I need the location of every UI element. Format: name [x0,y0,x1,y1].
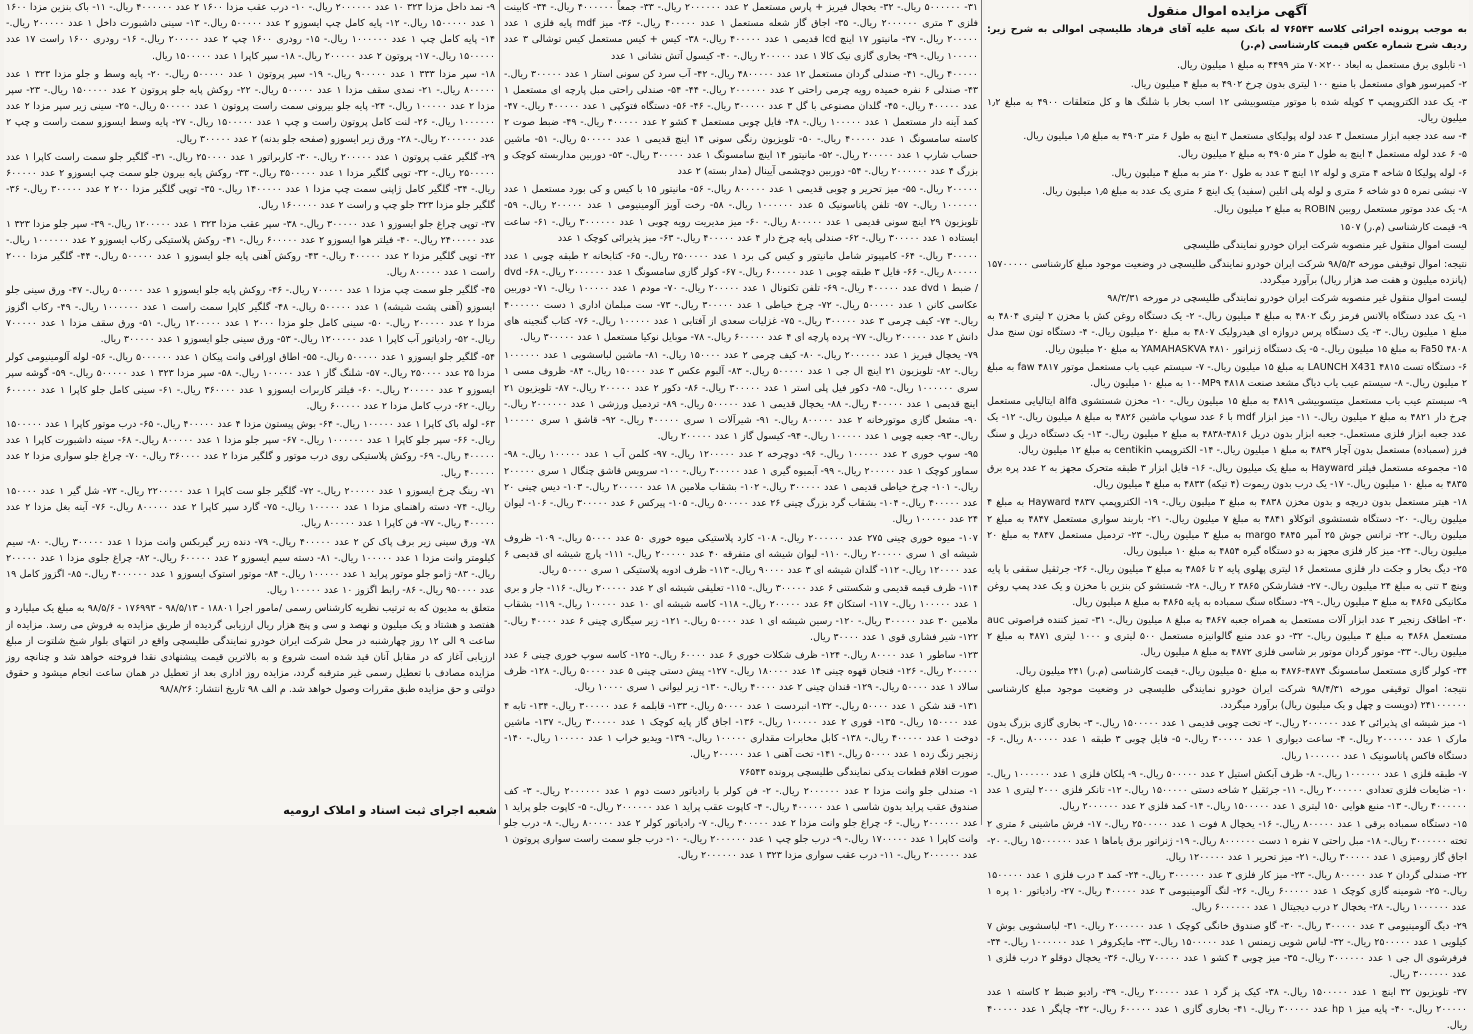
notice-paragraph: ۲۰۰۰۰۰ ریال.- ۵۵- میز تحریر و چوبی قدیمی ۱ عدد ۸۰۰۰۰۰ ریال.- ۵۶- مانیتور ۱۵ با کیس و کی بورد مستعمل ۱ عدد ۱۰۰۰۰۰۰ ریال.- ۵۷- تلفن پاناسونیک ۵ عدد ۱۰۰۰۰۰۰ ریال.- ۵۸- رخت آویز آلومینیومی ۱ عدد ۲۰۰۰۰۰ ریال.- ۵۹- تلویزیون ۲۹ اینچ سونی قدیمی ۱ عدد ۸۰۰۰۰۰ ریال.- ۶۰- میز مدیریت رویه چوبی ۱ عدد ۳۰۰۰۰۰۰ ریال.- ۶۱- ساعت ایستاده ۱ عدد ۳۰۰۰۰۰ ریال.- ۶۲- صندلی پایه چرخ دار ۴ عدد ۴۰۰۰۰۰ ریال.- ۶۳- میز پذیرائی کوچک ۱ عدد [504,184,978,244]
notice-paragraph: ۱۱۴- ظرف قیمه قدیمی و شکستنی ۶ عدد ۳۰۰۰۰۰ ریال.- ۱۱۵- تعلیقی شیشه ای ۲ عدد ۲۰۰۰۰۰ ریال.- ۱۱۶- جار و بری ۱ عدد ۱۰۰۰۰۰ ریال.- ۱۱۷- استکان ۶۴ عدد ۲۰۰۰۰۰ ریال.- ۱۱۸- کاسه شیشه ای ۱۰ عدد ۱۰۰۰۰۰ ریال.- ۱۱۹- بشقاب ملامین ۳۰ عدد ۳۰۰۰۰۰ ریال.- ۱۲۰- رسین شیشه ای ۱ عدد ۵۰۰۰۰ ریال.- ۱۲۱- زیر سیگاری چینی ۶ عدد ۴۰۰۰۰ ریال.- ۱۲۲- شیر فشاری قوی ۱ عدد ۳۰۰۰۰ ریال. [504,583,978,643]
notice-paragraph: ۸- یک عدد موتور مستعمل روبین ROBIN به مبلغ ۲ میلیون ریال. [1213,204,1467,216]
notice-paragraph: ۳۰۰۰۰۰ ریال.- ۶۴- کامپیوتر شامل مانیتور و کیس کی برد ۱ عدد ۲۵۰۰۰۰۰ ریال.- ۶۵- کتابخانه ۲ طبقه چوبی ۱ عدد ۸۰۰۰۰۰ ریال.- ۶۶- فایل ۳ طبقه چوبی ۱ عدد ۶۰۰۰۰۰ ریال.- ۶۷- کولر گازی سامسونگ ۱ عدد ۲۰۰۰۰۰۰ ریال.- ۶۸- dvd / ضبط dvd ۱ عدد ۴۰۰۰۰۰ ریال.- ۶۹- تلفن تکتونال ۱ عدد ۲۰۰۰۰۰ ریال.- ۷۰- مودم ۱ عدد ۱۰۰۰۰۰ ریال.- ۷۱- دوربین عکاسی کانن ۱ عدد ۵۰۰۰۰۰ ریال.- ۷۲- چرخ خیاطی ۱ عدد ۳۰۰۰۰۰ ریال.- ۷۳- ست مبلمان اداری ۱ دست ۴۰۰۰۰۰۰ ریال.- ۷۴- کیف چرمی ۳ عدد ۳۰۰۰۰۰ ریال.- ۷۵- غزلیات سعدی از آفتابی ۱ عدد ۱۰۰۰۰۰ ریال.- ۷۶- کتاب گنجینه های دانش ۲ عدد ۲۰۰۰۰۰ ریال.- ۷۷- پرده پارچه ای ۴ عدد ۶۰۰۰۰۰ ریال.- ۷۸- موبایل نوکیا مستعمل ۱ عدد ۳۰۰۰۰۰ ریال. [504,251,979,344]
items-middle [502,0,980,865]
notice-paragraph: ۱۲۳- ساطور ۱ عدد ۸۰۰۰۰ ریال.- ۱۲۴- ظرف شکلات خوری ۶ عدد ۶۰۰۰۰ ریال.- ۱۲۵- کاسه سوپ خوری چینی ۶ عدد ۲۰۰۰۰۰ ریال.- ۱۲۶- فنجان قهوه چینی ۱۴ عدد ۱۸۰۰۰۰ ریال.- ۱۲۷- پیش دستی چینی ۵ عدد ۵۰۰۰۰ ریال.- ۱۲۸- ظرف سالاد ۱ عدد ۵۰۰۰۰ ریال.- ۱۲۹- قندان چینی ۲ عدد ۴۰۰۰۰ ریال.- ۱۳۰- زیر لیوانی ۱ سری ۱۰۰۰۰ ریال. [504,649,979,694]
notice-paragraph: ۳- یک عدد الکتروپمپ ۳ کوپله شده با موتور میتسوبیشی ۱۲ اسب بخار با شلنگ ها و کل متعلقات ۴۹۰۰ به مبلغ ۱٫۲ میلیون ریال. [987,96,1467,125]
notice-paragraph: ۴۵- گلگیر جلو سمت چپ مزدا ۱ عدد ۷۰۰۰۰۰ ریال.- ۴۶- روکش پایه جلو ایسوزو ۱ عدد ۵۰۰۰۰۰ ریال.- ۴۷- ورق سینی جلو ایسوزو (آهنی پشت شیشه) ۱ عدد ۵۰۰۰۰۰ ریال.- ۴۸- گلگیر کاپرا سمت راست ۱ عدد ۱۰۰۰۰۰۰ ریال.- ۴۹- رکاب اگزوز مزدا ۲ عدد ۲۰۰۰۰۰ ریال.- ۵۰- سینی کامل جلو مزدا ۲۰۰۰ ۱ عدد ۱۲۰۰۰۰۰ ریال.- ۵۱- ورق سقف مزدا ۱ عدد ۷۰۰۰۰۰ ریال.- ۵۲- رادیاتور آب کاپرا ۱ عدد ۱۲۰۰۰۰۰ ریال.- ۵۳- ورق سینی جلو ایسوزو ۱ عدد ۳۰۰۰۰۰ ریال. [6,285,496,346]
notice-paragraph: ۱- صندلی جلو وانت مزدا ۲ عدد ۲۰۰۰۰۰۰ ریال.- ۲- فن کولر با رادیاتور دست دوم ۱ عدد ۲۰۰۰۰۰۰ ریال.- ۳- کف صندوق عقب پراید بدون شاسی ۱ عدد ۴۰۰۰۰۰ ریال.- ۴- کاپوت عقب پراید ۱ عدد ۲۰۰۰۰۰۰ ریال.- ۵- کاپوت جلو پراید ۱ عدد ۲۰۰۰۰۰۰ ریال.- ۶- چراغ جلو وانت مزدا ۲ عدد ۴۰۰۰۰۰ ریال.- ۷- رادیاتور کولر ۲ عدد ۸۰۰۰۰۰ ریال.- ۸- درب جلو وانت کاپرا ۱ عدد ۱۷۰۰۰۰۰ ریال.- ۹- درب جلو چپ ۱ عدد ۲۰۰۰۰۰۰ ریال.- ۱۰- درب جلو سمت راست سواری پروتون ۱ عدد ۲۰۰۰۰۰۰ ریال.- ۱۱- درب عقب سواری مزدا ۳۲۳ ۱ عدد ۲۰۰۰۰۰۰ ریال. [504,785,979,862]
notice-paragraph: ۱۵- دستگاه سمباده برقی ۱ عدد ۸۰۰۰۰۰ ریال.- ۱۶- یخچال ۸ فوت ۱ عدد ۲۵۰۰۰۰۰ ریال.- ۱۷- فرش ماشینی ۶ متری ۲ تخته ۳۰۰۰۰۰۰ ریال.- ۱۸- مبل راحتی ۷ نفره ۱ دست ۸۰۰۰۰۰۰ ریال.- ۱۹- ژنراتور برق یاماها ۱ عدد ۱۵۰۰۰۰۰۰ ریال.- ۲۰- اجاق گاز رومیزی ۱ عدد ۳۰۰۰۰۰ ریال.- ۲۱- میز تحریر ۱ عدد ۱۲۰۰۰۰۰ ریال. [987,819,1468,863]
column-divider [499,0,500,825]
notice-paragraph: ۵۴- گلگیر جلو ایسوزو ۱ عدد ۵۰۰۰۰۰ ریال.- ۵۵- اطاق اورافی وانت پیکان ۱ عدد ۵۰۰۰۰۰۰ ریال.- ۵۶- لوله آلومینیومی کولر مزدا ۲۵ عدد ۲۵۰۰۰۰ ریال.- ۵۷- شلنگ گاز ۱ عدد ۱۰۰۰۰۰ ریال.- ۵۸- سپر مزدا ۳۲۳ ۱ عدد ۵۰۰۰۰۰ ریال.- ۵۹- گوشه سپر ایسوزو ۲ عدد ۲۰۰۰۰۰ ریال.- ۶۰- فیلتر کاربرات ایسوزو ۱ عدد ۳۶۰۰۰۰ ریال.- ۶۱- سینی کامل جلو کاپرا ۱ عدد ۶۰۰۰۰۰ ریال.- ۶۲- درب کامل مزدا ۲ عدد ۶۰۰۰۰۰ ریال. [6,352,496,412]
notice-paragraph: ۷- نبشی نمره ۵ دو شاخه ۶ متری و لوله پلی اتلین (سفید) یک اینچ ۶ متری یک عدد به مبلغ ۱٫۵ میلیون ریال. [1042,185,1467,197]
notice-paragraph: ۱۳۱- قند شکن ۱ عدد ۵۰۰۰۰ ریال.- ۱۳۲- انبردست ۱ عدد ۵۰۰۰۰ ریال.- ۱۳۳- قابلمه ۶ عدد ۳۰۰۰۰۰ ریال.- ۱۳۴- تابه ۴ عدد ۱۵۰۰۰۰ ریال.- ۱۳۵- قوری ۲ عدد ۱۰۰۰۰۰ ریال.- ۱۳۶- اجاق گاز پایه کوچک ۱ عدد ۳۰۰۰۰۰ ریال.- ۱۳۷- ماشین دوخت ۱ عدد ۴۰۰۰۰۰ ریال.- ۱۳۸- کابل مخابرات مقداری ۱۰۰۰۰۰ ریال.- ۱۳۹- ویدیو خراب ۱ عدد ۱۰۰۰۰۰ ریال.- ۱۴۰- زنجیر زنگ زده ۱ عدد ۵۰۰۰۰ ریال.- ۱۴۱- تخت آهنی ۱ عدد ۲۰۰۰۰۰ ریال. [504,700,979,761]
notice-paragraph: لیست اموال منقول غیر منصوبه شرکت ایران خودرو نمایندگی طلیسچی در مورخه ۹۸/۳/۳۱ [1107,293,1467,305]
notice-paragraph: ۲- کمپرسور هوای مستعمل با منبع ۱۰۰ لیتری بدون چرخ ۴۹۰۲ به مبلغ ۴ میلیون ریال. [1130,78,1467,90]
notice-paragraph: ۴۰۰۰۰۰ ریال.- ۴۱- صندلی گردان مستعمل ۱۲ عدد ۴۸۰۰۰۰۰ ریال.- ۴۲- آب سرد کن سونی استار ۱ عدد ۳۰۰۰۰۰ ریال.- ۴۳- صندلی ۶ نفره خمیده رویه چرمی راحتی ۲ عدد ۲۰۰۰۰۰۰ ریال.- ۴۴- ۵۴- صندلی راحتی مبل پارچه ای مستعمل ۱ عدد ۴۰۰۰۰۰ ریال.- ۴۵- گلدان مصنوعی با گل ۳ عدد ۳۰۰۰۰۰ ریال.- ۴۶- ۵۶- دستگاه فتوکپی ۱ عدد ۴۰۰۰۰۰ ریال.- ۴۷- کمد آینه دار مستعمل ۱ عدد ۱۰۰۰۰۰ ریال.- ۴۸- فایل چوبی مستعمل ۴ کشو ۲ عدد ۴۰۰۰۰۰ ریال.- ۴۹- ضبط صوت ۲ کاسته سامسونگ ۱ عدد ۴۰۰۰۰۰ ریال.- ۵۰- تلویزیون رنگی سونی ۱۴ اینچ قدیمی ۱ عدد ۵۰۰۰۰۰ ریال.- ۵۱- ماشین حساب شارپ ۱ عدد ۲۰۰۰۰۰ ریال.- ۵۲- مانیتور ۱۴ اینچ سامسونگ ۱ عدد ۳۰۰۰۰۰ ریال.- ۵۳- دوربین مداربسته کوچک و بزرگ ۴ عدد ۲۰۰۰۰۰۰ ریال.- ۵۴- دوربین دوچشمی آیینال (مدار بسته) ۲ عدد [504,68,979,178]
notice-paragraph: ۳۷- توپی چراغ جلو ایسوزو ۱ عدد ۳۰۰۰۰۰ ریال.- ۳۸- سپر عقب مزدا ۳۲۳ ۱ عدد ۱۲۰۰۰۰۰ ریال.- ۳۹- سپر جلو مزدا ۳۲۳ ۱ عدد ۲۴۰۰۰۰۰ ریال.- ۴۰- فیلتر هوا ایسوزو ۲ عدد ۶۰۰۰۰۰ ریال.- ۴۱- روکش پلاستیکی رکاب ایسوزو ۲ عدد ۱۰۰۰۰۰۰ ریال.- ۴۲- توپی گلگیر مزدا ۲ عدد ۴۰۰۰۰۰ ریال.- ۴۳- روکش آهنی پایه جلو ایسوزو ۱ عدد ۵۰۰۰۰۰ ریال.- ۴۴- گلگیر مزدا ۲۰۰۰ راست ۱ عدد ۸۰۰۰۰۰ ریال. [6,218,495,279]
notice-paragraph: ۱- تابلوی برق مستعمل به ابعاد ۲۰۰×۷۰ متر ۴۴۹۹ به مبلغ ۱ میلیون ریال. [1176,60,1467,72]
column-middle [502,0,980,862]
notice-paragraph: لیست اموال منقول غیر منصوبه شرکت ایران خودرو نمایندگی طلیسچی [1183,240,1467,252]
notice-paragraph: نتیجه: اموال توقیفی مورخه ۹۸/۵/۳ شرکت ایران خودرو نمایندگی طلیسچی در وضعیت موجود مبلغ کارشناسی ۱۵۷۰۰۰۰۰ (پانزده میلیون و هفت صد هزار ریال) برآورد میگردد. [987,258,1467,286]
notice-paragraph: ۱۰۷- میوه خوری چینی ۲۷۵ عدد ۲۰۰۰۰۰۰ ریال.- ۱۰۸- کارد پلاستیکی میوه خوری ۵۰ عدد ۵۰۰۰۰ ریال.- ۱۰۹- ظروف شیشه ای ۱ سری ۲۰۰۰۰۰ ریال.- ۱۱۰- لیوان شیشه ای متفرقه ۴۰ عدد ۲۰۰۰۰۰ ریال.- ۱۱۱- پارچ شیشه ای قدیمی ۶ عدد ۱۲۰۰۰۰ ریال.- ۱۱۲- گلدان شیشه ای ۳ عدد ۹۰۰۰۰ ریال.- ۱۱۳- ظرف ادویه پلاستیکی ۱ سری ۵۰۰۰۰ ریال. [504,532,978,576]
notice-paragraph: ۷۹- یخچال فیریز ۱ عدد ۲۰۰۰۰۰۰ ریال.- ۸۰- کیف چرمی ۲ عدد ۱۵۰۰۰۰ ریال.- ۸۱- ماشین لباسشویی ۱ عدد ۱۰۰۰۰۰۰ ریال.- ۸۲- تلویزیون ۲۱ اینچ ال جی ۱ عدد ۵۰۰۰۰۰ ریال.- ۸۳- آلبوم عکس ۳ عدد ۱۵۰۰۰۰ ریال.- ۸۴- ظروف مسی ۱ سری ۱۰۰۰۰۰۰ ریال.- ۸۵- دکور فیل پلی استر ۱ عدد ۳۰۰۰۰۰ ریال.- ۸۶- دکور ۲ عدد ۲۰۰۰۰۰ ریال.- ۸۷- تلویزیون ۲۱ اینچ قدیمی ۱ عدد ۴۰۰۰۰۰ ریال.- ۸۸- یخچال قدیمی ۱ عدد ۵۰۰۰۰۰ ریال.- ۸۹- تردمیل ورزشی ۱ عدد ۲۰۰۰۰۰۰ ریال.- ۹۰- مشعل گازی موتورخانه ۲ عدد ۸۰۰۰۰۰ ریال.- ۹۱- شیرآلات ۱ سری ۴۰۰۰۰۰ ریال.- ۹۲- قاشق ۱ سری ۱۰۰۰۰۰ ریال.- ۹۳- جعبه چوبی ۱ عدد ۱۰۰۰۰۰ ریال.- ۹۴- کیسول گاز ۱ عدد ۲۰۰۰۰۰ ریال. [504,350,979,443]
notice-paragraph: ۲۵- دیگ بخار و جکت دار فلزی مستعمل ۱۶ لیتری پهلوی پایه ۲ تا ۴۸۵۶ به مبلغ ۳ میلیون ریال.- ۲۶- جرثقیل سقفی با پایه وینچ ۳ تنی به مبلغ ۲۴ میلیون ریال.- ۲۷- فشارشکن ۳۸۶۵ ۲ ریال.- ۲۸- شستشو کن بنزین با مخزن و یک عدد پمپ روغن مکانیکی ۴۸۶۵ به مبلغ ۳ میلیون ریال.- ۲۹- دستگاه سنگ سمباده به پایه ۴۸۶۵ به مبلغ ۸ میلیون ریال. [987,564,1468,608]
notice-paragraph: ۱۸- سپر مزدا ۳۳۳ ۱ عدد ۹۰۰۰۰۰ ریال.- ۱۹- سپر پروتون ۱ عدد ۵۰۰۰۰۰ ریال.- ۲۰- پایه وسط و جلو مزدا ۳۲۳ ۱ عدد ۸۰۰۰۰۰ ریال.- ۲۱- نمدی سقف مزدا ۱ عدد ۵۰۰۰۰۰ ریال.- ۲۲- روکش پایه جلو پروتون ۲ عدد ۱۵۰۰۰۰۰ ریال.- ۲۳- سپر مزدا ۲ عدد ۱۰۰۰۰۰ ریال.- ۲۴- پایه جلو بیرونی سمت راست پروتون ۱ عدد ۵۰۰۰۰۰ ریال.- ۲۵- سینی زیر سپر مزدا ۲ عدد ۱۰۰۰۰۰۰ ریال.- ۲۶- لنت کامل پروتون راست و چپ ۱ عدد ۱۵۰۰۰۰۰ ریال.- ۲۷- پایه وسط ایسوزو سمت راست و چپ ۲ عدد ۲۰۰۰۰۰۰ ریال.- ۲۸- ورق زیر ایسوزو (صفحه جلو بدنه) ۲ عدد ۳۰۰۰۰۰ ریال. [6,68,496,145]
notice-paragraph: ۹- نمد داخل مزدا ۳۲۳ ۱۰ عدد ۲۰۰۰۰۰۰ ریال.- ۱۰- درب عقب مزدا ۱۶۰۰ ۲ عدد ۴۰۰۰۰۰۰ ریال.- ۱۱- باک بنزین مزدا ۱۶۰۰ ۱ عدد ۱۵۰۰۰۰۰ ریال.- ۱۲- پایه کامل چپ ایسوزو ۲ عدد ۵۰۰۰۰۰ ریال.- ۱۳- سینی داشبورت داخل ۱ عدد ۲۰۰۰۰۰ ریال.- ۱۴- پایه کامل چپ ۱ عدد ۱۰۰۰۰۰۰ ریال.- ۱۵- رودری ۱۶۰۰ چپ ۲ عدد ۲۰۰۰۰۰ ریال.- ۱۶- رودری ۱۶۰۰ راست ۱۷ عدد ۱۵۰۰۰۰۰ ریال.- ۱۷- پروتون ۲ عدد ۲۰۰۰۰۰ ریال.- ۱۸- سپر کاپرا ۱ عدد ۱۵۰۰۰۰۰ ریال. [6,2,496,62]
notice-paragraph: ۳۴- کولر گازی مستعمل سامسونگ ۴۸۷۴-۴۸۷۶ به مبلغ ۵۰ میلیون ریال.- قیمت کارشناسی (م.ر) ۲۴۱ میلیون ریال. [1015,665,1467,677]
notice-paragraph: صورت اقلام قطعات یدکی نمایندگی طلیسچی پرونده ۷۶۵۴۳ [739,767,978,779]
notice-paragraph: ۲۲- صندلی گردان ۲ عدد ۸۰۰۰۰۰ ریال.- ۲۳- میز کار فلزی ۳ عدد ۳۰۰۰۰۰۰ ریال.- ۲۴- کمد ۳ درب فلزی ۱ عدد ۱۵۰۰۰۰۰ ریال.- ۲۵- شومینه گازی کوچک ۱ عدد ۶۰۰۰۰۰ ریال.- ۲۶- لنگ آلومینیومی ۳ عدد ۴۰۰۰۰۰ ریال.- ۲۷- رادیاتور ۱۰ پره ۱ عدد ۱۰۰۰۰۰۰ ریال.- ۲۸- یخچال ۲ درب دیجیتال ۱ عدد ۶۰۰۰۰۰۰ ریال. [987,869,1468,914]
notice-paragraph: ۳۰- اطاقک زنجیر ۳ عدد ابزار آلات مستعمل به همراه جعبه ۴۸۶۷ به مبلغ ۸ میلیون ریال.- ۳۱- تمیز کننده فراصوتی auc مستعمل ۴۸۶۸ به مبلغ ۳ میلیون ریال.- ۳۲- دو عدد منبع گالوانیزه مستعمل ۵۰۰ لیتری و ۱۰۰۰ لیتری ۴۸۷۱ به مبلغ ۲ میلیون ریال.- ۳۳- موتور گردان موتور بر شاسی فلزی ۴۸۷۲ به مبلغ ۸ میلیون ریال. [987,614,1467,659]
column-right [985,0,1469,1031]
column-divider [981,0,982,825]
notice-paragraph: نتیجه: اموال توقیفی مورخه ۹۸/۴/۳۱ شرکت ایران خودرو نمایندگی طلیسچی در وضعیت موجود مبلغ کارشناسی ۲۴۱۰۰۰۰۰۰ (دویست و چهل و یک میلیون ریال) برآورد میگردد. [987,683,1467,711]
notice-paragraph: ۱۵- مجموعه مستعمل فیلتر Hayward به مبلغ یک میلیون ریال.- ۱۶- فایل ابزار ۳ طبقه متحرک مجهز به ۲ عدد پره برق ۴۸۳۵ به مبلغ ۱۰ میلیون ریال.- ۱۷- یک درب بدون ریموت (۴ تیکه) ۴۸۳۳ به مبلغ ۴ میلیون ریال. [987,463,1467,491]
notice-paragraph: ۳۱- ۵۰۰۰۰۰۰ ریال.- ۳۲- یخچال فیریز + پارس مستعمل ۲ عدد ۲۰۰۰۰۰۰ ریال.- ۳۳- جمعاً ۴۰۰۰۰۰۰ ریال.- ۳۴- کابینت فلزی ۳ متری ۲۰۰۰۰۰۰ ریال.- ۳۵- اجاق گاز شعله مستعمل ۱ عدد ۴۰۰۰۰۰ ریال.- ۳۶- میز mdf پایه فلزی ۱ عدد ۲۰۰۰۰۰ ریال.- ۳۷- مانیتور ۱۷ اینچ lcd قدیمی ۱ عدد ۴۰۰۰۰۰ ریال.- ۳۸- کیس + کیس مستعمل کیس توشالی ۳ عدد ۱۰۰۰۰۰ ریال.- ۳۹- بخاری گازی نیک کالا ۱ عدد ۲۰۰۰۰۰ ریال.- ۴۰- کیسول آتش نشانی ۱ عدد [504,2,979,62]
notice-paragraph: ۱۸- هیتر مستعمل بدون دریچه و بدون مخزن ۴۸۳۸ به مبلغ ۳ میلیون ریال.- ۱۹- الکتروپمپ Hayward ۴۸۳۷ به مبلغ ۴ میلیون ریال.- ۲۰- دستگاه شستشوی اتوکلاو ۴۸۴۱ به مبلغ ۷ میلیون ریال.- ۲۱- باربند سواری مستعمل ۴۸۴۷ به مبلغ ۲ میلیون ریال.- ۲۲- ترانس جوش ۲۵ آمپر margo ۴۸۴۵ به مبلغ ۳ میلیون ریال.- ۲۳- تردمیل مستعمل ۴۸۴۷ به مبلغ ۲۰ میلیون ریال.- ۲۴- میز کار فلزی مجهز به دو دستگاه گیره ۴۸۵۴ به مبلغ ۱۰ میلیون ریال. [987,497,1468,558]
notice-title: آگهی مزایده اموال منقول [1146,3,1308,18]
notice-paragraph: ۲۹- دیگ آلومینیومی ۳ عدد ۳۰۰۰۰۰ ریال.- ۳۰- گاو صندوق خانگی کوچک ۱ عدد ۲۰۰۰۰۰۰ ریال.- ۳۱- لباسشویی بوش ۷ کیلویی ۱ عدد ۲۵۰۰۰۰۰ ریال.- ۳۲- لباس شویی زیمنس ۱ عدد ۱۵۰۰۰۰۰ ریال.- ۳۳- مایکروفر ۱ عدد ۱۰۰۰۰۰۰ ریال.- ۳۴- فرفرشوی ال جی ۱ عدد ۳۰۰۰۰۰۰ ریال.- ۳۵- میز چوبی ۴ کشو ۱ عدد ۷۰۰۰۰۰ ریال.- ۳۶- یخچال دوقلو ۲ درب فلزی ۱ عدد ۳۰۰۰۰۰۰ ریال. [987,920,1468,981]
items-right [985,58,1469,1034]
closing-paragraph: متعلق به مدیون که به ترتیب نظریه کارشناس رسمی /مامور اجرا ۱۸۸۰۱ - ۹۸/۵/۱۳ - ۱۷۶۹۹۳ - ۹۸/۵/۶ به مبلغ یک میلیارد و هفتصد و هشتاد و یک میلیون و نهصد و سی و پنج هزار ریال ارزیابی گردیده از طریق مزایده به فروش می رسد. مزایده از ساعت ۹ الی ۱۲ روز چهارشنبه در محل شرکت ایران خودرو نمایندگی طلیسچی واقع در انتهای بلوار شیخ شلتوت از مبلغ ارزیابی آغاز که در مقابل آنان قید شده است شروع و به بالاترین قیمت پیشنهادی نقدا فروخته خواهد شد و چنانچه روز مزایده مصادف با تعطیل رسمی غیر مترقبه گردد، مزایده روز اداری بعد از تعطیل در همان ساعت انجام میشود و حقوق دولتی و حق مزایده طبق مقررات وصول خواهد شد. م الف ۹۸ تاریخ انتشار: ۹۸/۸/۲۶ [6,603,496,696]
notice-paragraph: ۶- لوله پولیکا ۵ شاخه ۴ متری و لوله ۱۲ اینچ ۳ عدد به طول ۲۰ متر به مبلغ ۴ میلیون ریال. [1111,167,1467,179]
notice-paragraph: ۲۹- گلگیر عقب پروتون ۱ عدد ۲۰۰۰۰۰ ریال.- ۳۰- کاربراتور ۱ عدد ۲۵۰۰۰۰ ریال.- ۳۱- گلگیر جلو سمت راست کاپرا ۱ عدد ۲۵۰۰۰۰۰ ریال.- ۳۲- توپی گلگیر مزدا ۱ عدد ۳۵۰۰۰۰۰ ریال.- ۳۳- روکش پایه بیرون جلو سمت چپ ایسوزو ۲ عدد ۶۰۰۰۰۰ ریال.- ۳۴- گلگیر کامل ژاپنی سمت چپ مزدا ۱ عدد ۱۴۰۰۰۰۰ ریال.- ۳۵- توپی گلگیر مزدا ۲۰۰ ۲ عدد ۳۰۰۰۰۰ ریال.- ۳۶- گلگیر جلو مزدا ۳۲۳ جلو چپ و راست ۲ عدد ۱۶۰۰۰۰۰ ریال. [6,151,496,212]
notice-paragraph: ۴- سه عدد جعبه ابزار مستعمل ۳ عدد لوله پولیکای مستعمل ۳ اینچ به طول ۶ متر ۴۹۰۳ به مبلغ ۱٫۵ میلیون ریال. [1023,131,1467,143]
notice-paragraph: ۹- قیمت کارشناسی (م.ر) ۱۵۰۷ [1339,222,1467,234]
notice-intro: به موجب پرونده اجرائی کلاسه ۷۶۵۴۳ له بانک سپه علیه آقای فرهاد طلیسچی اموالی به شرح زیر: ردیف شرح شماره عکس قیمت کارشناسی (م.ر) [987,24,1467,52]
notice-paragraph: ۳۷- تلویزیون ۳۲ اینچ ۱ عدد ۱۵۰۰۰۰۰ ریال.- ۳۸- کیک پز گرد ۱ عدد ۲۰۰۰۰۰ ریال.- ۳۹- رادیو ضبط ۲ کاسته ۱ عدد ۲۰۰۰۰۰ ریال.- ۴۰- پایه میز hp ۱ عدد ۳۰۰۰۰۰ ریال.- ۴۱- بخاری گازی ۱ عدد ۶۰۰۰۰۰ ریال.- ۴۲- چاپگر ۱ عدد ۴۰۰۰۰۰ ریال. [987,987,1467,1031]
notice-paragraph: ۷۱- رینگ چرخ ایسوزو ۱ عدد ۲۰۰۰۰۰ ریال.- ۷۲- گلگیر جلو ست کاپرا ۱ عدد ۲۲۰۰۰۰۰ ریال.- ۷۳- شل گیر ۱ عدد ۱۵۰۰۰۰ ریال.- ۷۴- دسته راهنمای مزدا ۱ عدد ۱۰۰۰۰۰ ریال.- ۷۵- گارد سپر کاپرا ۲ عدد ۸۰۰۰۰۰ ریال.- ۷۶- آینه بغل مزدا ۲ عدد ۴۰۰۰۰۰ ریال.- ۷۷- فن کاپرا ۱ عدد ۸۰۰۰۰۰ ریال. [6,485,495,530]
items-left [4,0,497,599]
notice-paragraph: ۹۵- سوپ خوری ۲ عدد ۱۰۰۰۰۰ ریال.- ۹۶- دوچرخه ۲ عدد ۱۲۰۰۰۰۰ ریال.- ۹۷- کلمن آب ۱ عدد ۱۰۰۰۰۰ ریال.- ۹۸- سماور کوچک ۱ عدد ۲۰۰۰۰۰ ریال.- ۹۹- آبمیوه گیری ۱ عدد ۳۰۰۰۰۰ ریال.- ۱۰۰- سرویس قاشق چنگال ۱ سری ۲۰۰۰۰۰ ریال.- ۱۰۱- چرخ خیاطی قدیمی ۱ عدد ۳۰۰۰۰۰ ریال.- ۱۰۲- بشقاب ملامین ۱۸ عدد ۲۰۰۰۰۰ ریال.- ۱۰۳- دیس چینی ۲۰ عدد ۴۰۰۰۰۰ ریال.- ۱۰۴- بشقاب گرد بزرگ چینی ۲۶ عدد ۵۰۰۰۰۰ ریال.- ۱۰۵- پیرکس ۶ عدد ۳۰۰۰۰۰ ریال.- ۱۰۶- لیوان ۲۴ عدد ۱۰۰۰۰۰ ریال. [504,449,979,526]
notice-paragraph: ۷- طبقه فلزی ۱ عدد ۱۰۰۰۰۰۰ ریال.- ۸- ظرف آبکش استیل ۲ عدد ۵۰۰۰۰۰ ریال.- ۹- پلکان فلزی ۱ عدد ۱۰۰۰۰۰۰ ریال.- ۱۰- ضایعات فلزی تعدادی ۲۰۰۰۰۰۰ ریال.- ۱۱- جرثقیل ۲ شاخه دستی ۱۵۰۰۰۰۰ ریال.- ۱۲- تانکر فلزی ۲۰۰۰ لیتری ۱ عدد ۴۰۰۰۰۰۰ ریال.- ۱۳- منبع هوایی ۱۵۰ لیتری ۱ عدد ۱۵۰۰۰۰۰ ریال.- ۱۴- کمد فلزی ۲ عدد ۲۰۰۰۰۰۰ ریال. [987,768,1468,813]
notice-paragraph: ۶- دستگاه تست LAUNCH X431 ۴۸۱۵ به مبلغ ۱۵ میلیون ریال.- ۷- سیستم عیب یاب مستعمل موتور faw ۴۸۱۷ به مبلغ ۲ میلیون ریال.- ۸- سیستم عیب یاب دیاگ مشعد صنعت ۴۸۱۸ ۱۰۰MP۹ به مبلغ ۱۰ میلیون ریال. [987,361,1468,390]
column-left [4,0,497,825]
notice-paragraph: ۹- سیستم عیب یاب مستعمل میتسوبیشی ۴۸۱۹ به مبلغ ۱۵ میلیون ریال.- ۱۰- مخزن شستشوی alfa ایتالیایی مستعمل چرخ دار ۴۸۲۱ به مبلغ ۲ میلیون ریال.- ۱۱- میز ابزار mdf با ۶ عدد سوپاپ ماشین ۴۸۲۶ به مبلغ ۸ میلیون ریال.- ۱۲- یک عدد جعبه ابزار فلزی مستعمل.- جعبه ابزار بدون دریل ۴۸۱۶-۴۸۳۸ به مبلغ ۲ میلیون ریال.- ۱۳- یک دستگاه دریل و سنگ فرز (سمباده) مستعمل بدون آچار ۴۸۳۹ به مبلغ ۱ میلیون ریال.- ۱۴- الکتروپمپ centikin به مبلغ ۱۲ میلیون ریال. [987,396,1468,456]
notice-paragraph: ۵- ۶ عدد لوله مستعمل ۴ اینچ به طول ۳ متر ۴۹۰۵ به مبلغ ۲ میلیون ریال. [1177,149,1467,161]
signature: شعبه اجرای ثبت اسناد و املاک ارومیه [283,803,497,817]
notice-paragraph: ۱- یک عدد دستگاه بالانس فرمز رنگ ۴۸۰۲ به مبلغ ۴ میلیون ریال.- ۲- یک دستگاه روغن کش با مخزن ۲ لیتری ۴۸۰۴ به مبلغ ۱ میلیون ریال.- ۳- یک دستگاه پرس دروازه ای هیدرولیک ۴۸۰۷ به مبلغ ۲۰ میلیون ریال.- ۴- دستگاه تون سنج مدل ۴۸۰۸ Fa50 به مبلغ ۱۵ میلیون ریال.- ۵- یک دستگاه ژنراتور YAMAHASKVA ۴۸۱۰ به مبلغ ۲۰ میلیون ریال. [987,311,1468,355]
notice-paragraph: ۱- میز شیشه ای پذیرائی ۲ عدد ۲۰۰۰۰۰۰ ریال.- ۲- تخت چوبی قدیمی ۱ عدد ۱۵۰۰۰۰۰ ریال.- ۳- بخاری گازی بزرگ بدون مارک ۱ عدد ۲۰۰۰۰۰۰ ریال.- ۴- ساعت دیواری ۱ عدد ۳۰۰۰۰۰ ریال.- ۵- فایل چوبی ۳ طبقه ۱ عدد ۸۰۰۰۰۰ ریال.- ۶- دستگاه فاکس پاناسونیک ۱ عدد ۱۰۰۰۰۰۰ ریال. [987,718,1467,762]
notice-paragraph: ۶۳- لوله باک کاپرا ۱ عدد ۱۰۰۰۰۰ ریال.- ۶۴- بوش پیستون مزدا ۴ عدد ۴۰۰۰۰۰ ریال.- ۶۵- درب موتور کاپرا ۱ عدد ۱۵۰۰۰۰۰ ریال.- ۶۶- سپر جلو کاپرا ۱ عدد ۱۰۰۰۰۰۰ ریال.- ۶۷- سپر جلو مزدا ۱ عدد ۸۰۰۰۰۰ ریال.- ۶۸- سینه داشبورت کاپرا ۱ عدد ۴۰۰۰۰۰ ریال.- ۶۹- روکش پلاستیکی روی درب موتور و گلگیر مزدا ۲ عدد ۳۶۰۰۰۰ ریال.- ۷۰- چراغ جلو سواری مزدا ۲ عدد ۴۰۰۰۰۰ ریال. [6,419,496,479]
notice-paragraph: ۷۸- ورق سینی زیر برف پاک کن ۲ عدد ۴۰۰۰۰۰ ریال.- ۷۹- دنده زیر گیربکس وانت مزدا ۱ عدد ۳۰۰۰۰۰ ریال.- ۸۰- سیم کیلومتر وانت مزدا ۱ عدد ۱۰۰۰۰۰ ریال.- ۸۱- دسته سیم ایسوزو ۲ عدد ۶۰۰۰۰۰ ریال.- ۸۲- چراغ جلوی مزدا ۱ عدد ۲۰۰۰۰۰ ریال.- ۸۳- ژامو جلو موتور پراید ۱ عدد ۱۰۰۰۰۰ ریال.- ۸۴- موتور استوک ایسوزو ۱ عدد ۴۰۰۰۰۰۰ ریال.- ۸۵- اگزوز کامل ۱۹ عدد ۹۵۰۰۰۰ ریال.- ۸۶- رابط اگزوز ۱۰ عدد ۱۰۰۰۰۰ ریال. [6,536,495,597]
